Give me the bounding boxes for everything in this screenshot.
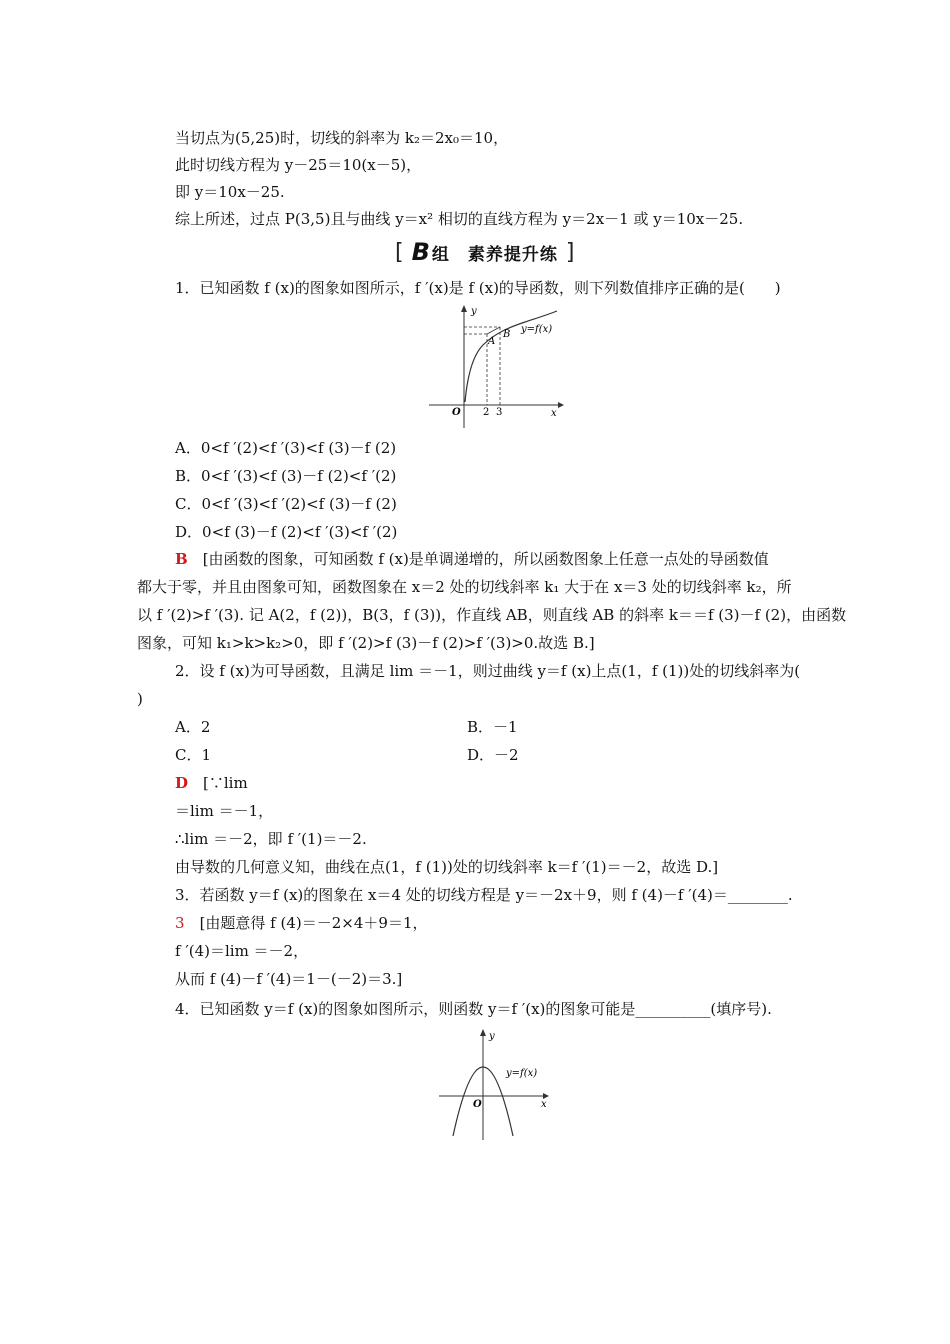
solution-text: [∵lim xyxy=(203,774,248,792)
solution-1-line: 图象，可知 k₁>k>k₂>0，即 f ′(2)>f (3)－f (2)>f ′(3)>0.故选 B.] xyxy=(137,634,595,652)
solution-3-line: 从而 f (4)－f ′(4)＝1－(－2)＝3.] xyxy=(175,970,403,988)
label-origin: O xyxy=(452,407,461,418)
solution-2-line: 由导数的几何意义知，曲线在点(1，f (1))处的切线斜率 k＝f ′(1)＝－2，故选 D.] xyxy=(175,858,719,876)
banner-title: 组 素养提升练 xyxy=(431,244,558,265)
answer-key: 3 xyxy=(175,914,185,932)
point-b: B xyxy=(503,329,511,340)
solution-2-line xyxy=(175,773,248,793)
option-d: D．0<f (3)－f (2)<f ′(3)<f ′(2) xyxy=(175,523,398,541)
option-d: D．－2 xyxy=(467,746,519,764)
label-y: y xyxy=(471,306,477,317)
option-c: C．0<f ′(3)<f ′(2)<f (3)－f (2) xyxy=(175,495,397,513)
label-origin: O xyxy=(473,1099,482,1110)
banner-letter: B xyxy=(411,238,430,266)
solution-3-line xyxy=(175,913,428,933)
answer-key: D xyxy=(175,774,189,792)
option-a: A．2 xyxy=(175,718,211,736)
label-y: y xyxy=(489,1031,495,1042)
text-line: 当切点为(5,25)时，切线的斜率为 k₂＝2x₀＝10， xyxy=(175,129,509,147)
banner-open: [ xyxy=(395,239,404,265)
solution-2-line: ＝lim ＝－1， xyxy=(175,802,274,820)
curve-label: y=f(x) xyxy=(506,1068,538,1079)
solution-text: [由函数的图象，可知函数 f (x)是单调递增的，所以函数图象上任意一点处的导函数值 xyxy=(202,550,769,568)
tick-2: 2 xyxy=(483,407,490,418)
option-b: B．0<f ′(3)<f (3)－f (2)<f ′(2) xyxy=(175,467,397,485)
section-banner xyxy=(395,238,574,266)
answer-key: B xyxy=(175,550,188,568)
banner-close: ] xyxy=(565,239,575,265)
question-3: 3．若函数 y＝f (x)的图象在 x＝4 处的切线方程是 y＝－2x＋9，则 f (4)－f ′(4)＝________. xyxy=(175,886,793,904)
solution-1-line: 以 f ′(2)>f ′(3). 记 A(2，f (2))，B(3，f (3))，作直线 AB，则直线 AB 的斜率 k＝＝f (3)－f (2)，由函数 xyxy=(137,606,847,624)
solution-2-line: ∴lim ＝－2，即 f ′(1)＝－2. xyxy=(175,830,367,848)
solution-3-line: f ′(4)＝lim ＝－2， xyxy=(175,942,309,960)
chord-ab xyxy=(487,327,500,334)
text-line: 即 y＝10x－25. xyxy=(175,183,285,201)
text-line: 综上所述，过点 P(3,5)且与曲线 y＝x² 相切的直线方程为 y＝2x－1 或 y＝10x－25. xyxy=(175,210,744,228)
text-line: 此时切线方程为 y－25＝10(x－5)， xyxy=(175,156,422,174)
y-arrow xyxy=(480,1029,486,1036)
figure-1 xyxy=(425,300,565,432)
solution-1-line xyxy=(175,549,769,569)
curve-label: y=f(x) xyxy=(521,324,553,335)
option-a: A．0<f ′(2)<f ′(3)<f (3)－f (2) xyxy=(175,439,397,457)
option-c: C．1 xyxy=(175,746,212,764)
question-2: 2．设 f (x)为可导函数，且满足 lim ＝－1，则过曲线 y＝f (x)上点(1，f (1))处的切线斜率为( xyxy=(175,662,801,680)
x-arrow xyxy=(558,402,564,408)
label-x: x xyxy=(541,1099,547,1110)
figure-2 xyxy=(435,1026,555,1144)
question-2-end: ) xyxy=(137,690,143,708)
option-b: B．－1 xyxy=(467,718,518,736)
tick-3: 3 xyxy=(496,407,503,418)
question-1: 1．已知函数 f (x)的图象如图所示，f ′(x)是 f (x)的导函数，则下列数值排序正确的是( ) xyxy=(175,279,781,297)
solution-text: [由题意得 f (4)＝－2×4＋9＝1， xyxy=(199,914,428,932)
solution-1-line: 都大于零，并且由图象可知，函数图象在 x＝2 处的切线斜率 k₁ 大于在 x＝3 处的切线斜率 k₂，所 xyxy=(137,578,792,596)
label-x: x xyxy=(551,408,557,419)
y-arrow xyxy=(461,305,467,312)
point-a: A xyxy=(488,336,496,347)
question-4: 4．已知函数 y＝f (x)的图象如图所示，则函数 y＝f ′(x)的图象可能是__________(填序号). xyxy=(175,1000,772,1018)
